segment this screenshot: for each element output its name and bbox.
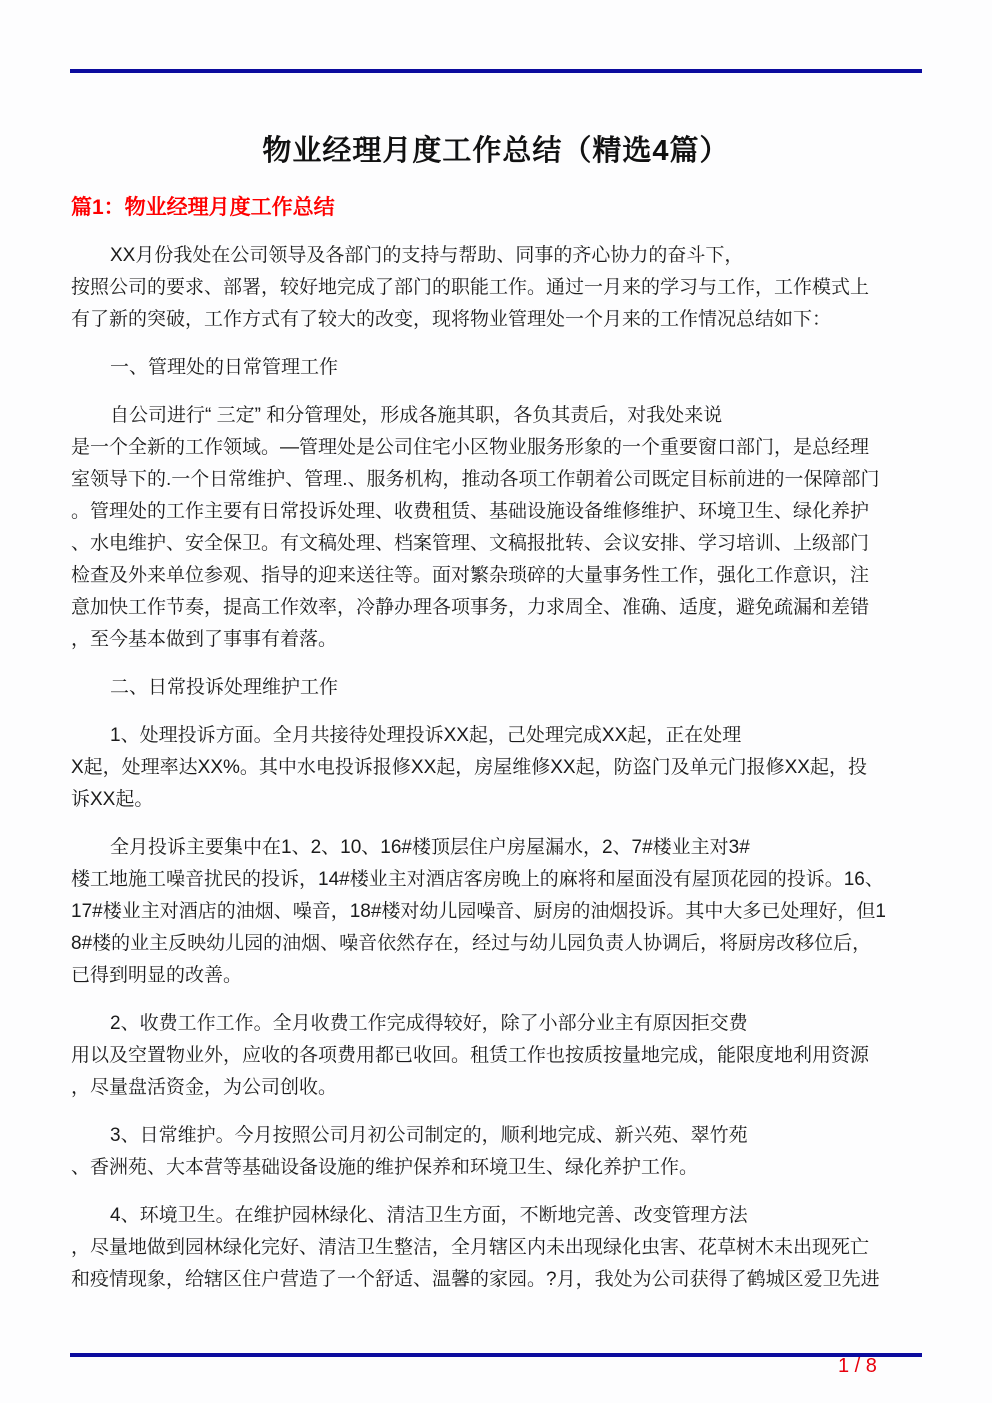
paragraph: 4、环境卫生。在维护园林绿化、清洁卫生方面，不断地完善、改变管理方法 ，尽量地做到园林绿化完好、清洁卫生整洁，全月辖区内未出现绿化虫害、花草树木未出现死亡 和疫情现象，给辖区住户营造了一个舒适、温馨的家园。?月，我处为公司获得了鹤城区爱卫先进 <box>71 1205 880 1290</box>
paragraph: 3、日常维护。今月按照公司月初公司制定的，顺利地完成、新兴苑、翠竹苑 、香洲苑、大本营等基础设备设施的维护保养和环境卫生、绿化养护工作。 <box>71 1125 748 1178</box>
page-title: 物业经理月度工作总结（精选4篇） <box>262 135 730 167</box>
paragraph: 全月投诉主要集中在1、2、10、16#楼顶层住户房屋漏水，2、7#楼业主对3# 楼工地施工噪音扰民的投诉，14#楼业主对酒店客房晚上的麻将和屋面没有屋顶花园的投诉。16、 17#楼业主对酒店的油烟、噪音，18#楼对幼儿园噪音、厨房的油烟投诉。其中大多已处理好，但1 8#楼的业主反映幼儿园的油烟、噪音依然存在，经过与幼儿园负责人协调后，将厨房改移位后， 已得到明显的改善。 <box>71 837 886 986</box>
top-rule-line <box>70 69 922 73</box>
section-subheading: 二、日常投诉处理维护工作 <box>110 677 339 698</box>
paragraph: XX月份我处在公司领导及各部门的支持与帮助、同事的齐心协力的奋斗下， 按照公司的要求、部署，较好地完成了部门的职能工作。通过一月来的学习与工作，工作模式上 有了新的突破，工作方式有了较大的改变，现将物业管理处一个月来的工作情况总结如下： <box>71 245 870 330</box>
paragraph: 自公司进行“ 三定” 和分管理处，形成各施其职，各负其责后，对我处来说 是一个全新的工作领域。—管理处是公司住宅小区物业服务形象的一个重要窗口部门，是总经理 室领导下的.一个日常维护、管理.、服务机构，推动各项工作朝着公司既定目标前进的一保障部门 。管理处的工作主要有日常投诉处理、收费租赁、基础设施设备维修维护、环境卫生、绿化养护 、水电维护、安全保卫。有文稿处理、档案管理、文稿报批转、会议安排、学习培训、上级部门 检查及外来单位参观、指导的迎来送往等。面对繁杂琐碎的大量事务性工作，强化工作意识，注 意加快工作节奏，提高工作效率，冷静办理各项事务，力求周全、准确、适度，避免疏漏和差错 ，至今基本做到了事事有着落。 <box>71 405 880 650</box>
section-subheading: 一、管理处的日常管理工作 <box>110 357 339 378</box>
paragraph: 1、处理投诉方面。全月共接待处理投诉XX起，己处理完成XX起，正在处理 X起，处理率达XX%。其中水电投诉报修XX起，房屋维修XX起，防盗门及单元门报修XX起，投 诉XX起。 <box>71 725 867 810</box>
chapter-heading: 篇1：物业经理月度工作总结 <box>71 196 335 219</box>
page-number: 1 / 8 <box>838 1355 877 1377</box>
bottom-rule-line <box>70 1353 922 1357</box>
paragraph: 2、收费工作工作。全月收费工作完成得较好，除了小部分业主有原因拒交费 用以及空置物业外，应收的各项费用都已收回。租赁工作也按质按量地完成，能限度地利用资源 ，尽量盘活资金，为公司创收。 <box>71 1013 870 1098</box>
document-body <box>71 240 923 1296</box>
